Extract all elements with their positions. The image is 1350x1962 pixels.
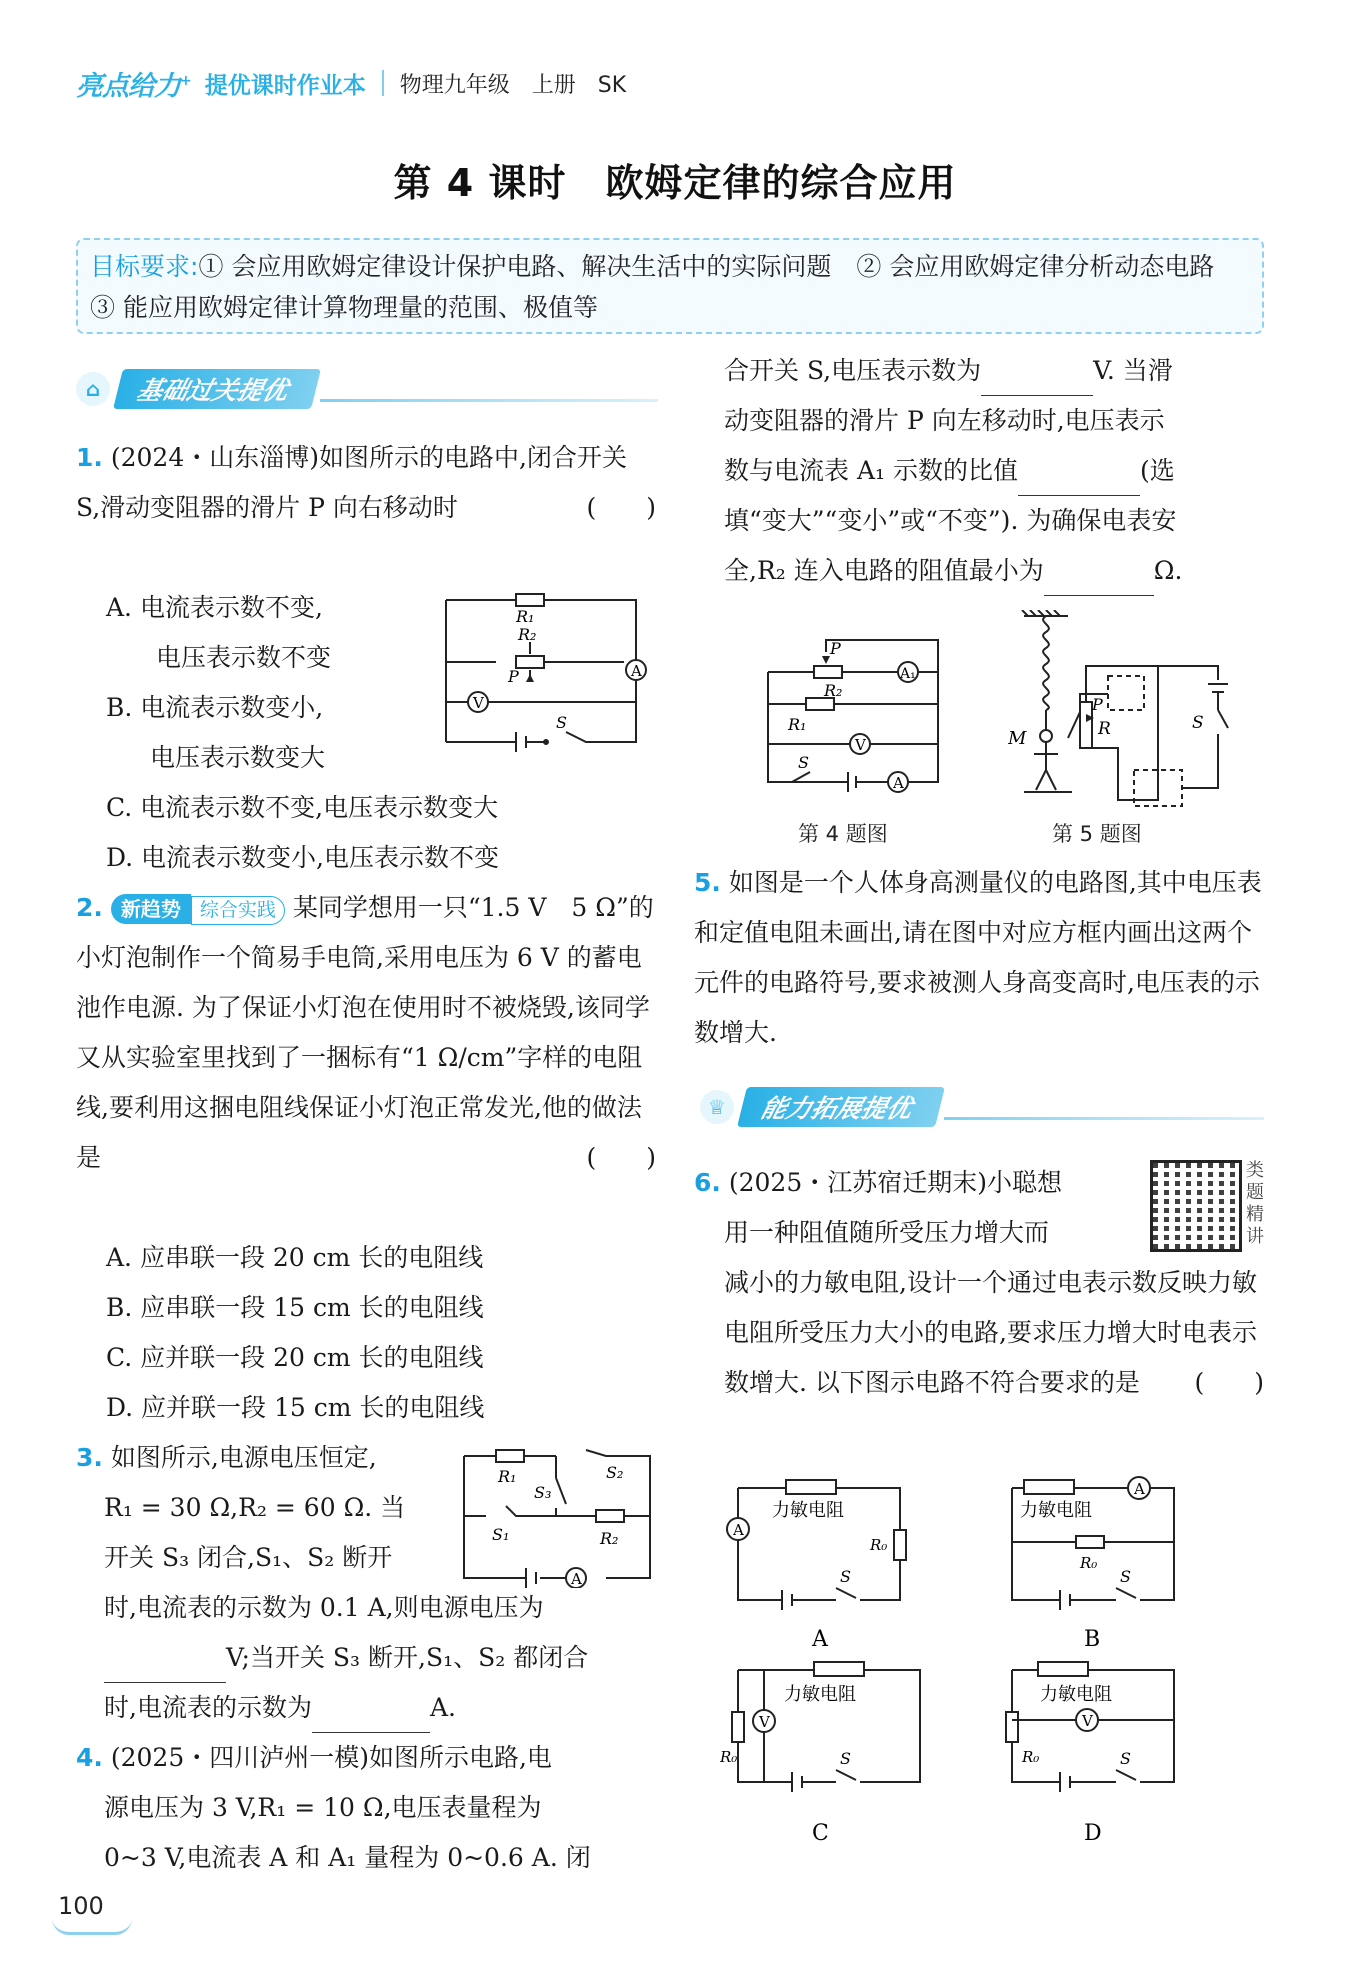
q2-tag-trend: 新趋势: [111, 894, 191, 924]
switch-label: S: [840, 1749, 851, 1768]
q4-stem: 4. (2025・四川泸州一模)如图所示电路,电 源电压为 3 V,R₁ = 10 Ω,电压表量程为 0~3 V,电流表 A 和 A₁ 量程为 0~0.6 A. 闭: [76, 1743, 591, 1872]
s2-label: S₂: [606, 1463, 624, 1482]
brand-logo: 亮点给力+: [76, 70, 191, 102]
q4-blank-2[interactable]: [1018, 463, 1140, 496]
header-divider: [382, 70, 384, 96]
voltmeter-symbol: V: [759, 1713, 770, 1731]
page-number: 100: [58, 1892, 104, 1920]
q5-number: 5.: [694, 868, 721, 897]
page-swoosh: [52, 1918, 132, 1935]
q6-stem-rest: 减小的力敏电阻,设计一个通过电表示数反映力敏电阻所受压力大小的电路,要求压力增大时电表示数增大. 以下图示电路不符合要求的是 ( ): [724, 1258, 1264, 1408]
r2-label: R₂: [824, 681, 843, 700]
section-advanced-band: [700, 1086, 1264, 1128]
answer-paren: ( ): [586, 493, 656, 522]
q3-circuit-figure: [456, 1448, 656, 1588]
option-c-label[interactable]: C: [812, 1821, 829, 1846]
answer-paren: ( ): [586, 1143, 656, 1172]
subject-label: 物理九年级 上册 SK: [399, 72, 627, 98]
q2-option-a: A. 应串联一段 20 cm 长的电阻线: [106, 1243, 484, 1272]
section-advanced-title: 能力拓展提优: [737, 1087, 945, 1127]
q2-text: 某同学想用一只“1.5 V 5 Ω”的小灯泡制作一个简易手电筒,采用电压为 6 V 的蓄电池作电源. 为了保证小灯泡在使用时不被烧毁,该同学又从实验室里找到了一捆标有“1 Ω/cm”字样的电阻线,要利用这捆电阻线保证小灯泡正常发光,他的做法是: [76, 893, 654, 1172]
p-label: P: [1092, 695, 1103, 714]
q4-blank-1[interactable]: [981, 363, 1093, 396]
q2-option-c: C. 应并联一段 20 cm 长的电阻线: [106, 1343, 484, 1372]
section-basic-title: 基础过关提优: [113, 369, 321, 409]
r0-label: R₀: [1022, 1748, 1040, 1766]
q6-stem-top: 6. (2025・江苏宿迁期末)小聪想 用一种阻值随所受压力增大而: [694, 1168, 1062, 1247]
q1-option-a: A. 电流表示数不变, 电压表示数不变: [106, 593, 332, 672]
section-basic-band: [76, 368, 658, 410]
q5-figure-caption: 第 5 题图: [1052, 822, 1142, 846]
q1-number: 1.: [76, 443, 103, 472]
voltmeter-symbol: V: [855, 736, 866, 754]
voltmeter-symbol: V: [473, 694, 484, 712]
option-a-label[interactable]: A: [812, 1627, 828, 1652]
q1-option-c: C. 电流表示数不变,电压表示数变大: [106, 793, 499, 822]
q2-number: 2.: [76, 893, 103, 922]
q5-circuit-figure: [1008, 610, 1248, 810]
q2-option-b: B. 应串联一段 15 cm 长的电阻线: [106, 1293, 484, 1322]
answer-paren: ( ): [1194, 1368, 1264, 1397]
q4-circuit-figure: [758, 632, 958, 810]
switch-label: S: [1120, 1567, 1131, 1586]
r0-label: R₀: [870, 1536, 888, 1554]
sensor-label: 力敏电阻: [1040, 1684, 1112, 1705]
q1-option-b: B. 电流表示数变小, 电压表示数变大: [106, 693, 326, 772]
qr-label: 类题精讲: [1246, 1160, 1264, 1247]
band-line: [320, 399, 658, 402]
q4-continued: 合开关 S,电压表示数为 V. 当滑 动变阻器的滑片 P 向左移动时,电压表示 数与电流表 A₁ 示数的比值 (选 填“变大”“变小”或“不变”). 为确保电表安 全,R₂ 连入电路的阻值最小为 Ω.: [724, 346, 1264, 596]
q6-circuits: [720, 1470, 1260, 1850]
ammeter-symbol: A: [1134, 1480, 1145, 1498]
option-d-label[interactable]: D: [1084, 1821, 1102, 1846]
ammeter-symbol: A: [631, 662, 642, 680]
ammeter-a1-symbol: A₁: [900, 666, 916, 682]
q2-option-d: D. 应并联一段 15 cm 长的电阻线: [106, 1393, 485, 1422]
q1-stem: [76, 433, 656, 533]
ammeter-symbol: A: [733, 1521, 744, 1539]
q5-text: 如图是一个人体身高测量仪的电路图,其中电压表和定值电阻未画出,请在图中对应方框内画出这两个元件的电路符号,要求被测人身高变高时,电压表的示数增大.: [694, 868, 1262, 1047]
ammeter-symbol: A: [571, 1570, 582, 1588]
p-label: P: [830, 639, 841, 658]
page-header: [76, 62, 626, 104]
sensor-label: 力敏电阻: [1020, 1500, 1092, 1521]
house-icon: ⌂: [76, 372, 110, 406]
r-label: R: [1098, 719, 1111, 739]
q4-figure-caption: 第 4 题图: [798, 822, 888, 846]
m-label: M: [1008, 728, 1027, 749]
qr-code[interactable]: [1150, 1160, 1242, 1252]
switch-label: S: [556, 713, 567, 732]
option-b-label[interactable]: B: [1084, 1627, 1101, 1652]
q1-text: (2024・山东淄博)如图所示的电路中,闭合开关 S,滑动变阻器的滑片 P 向右移动时: [76, 443, 627, 522]
goals-text: ① 会应用欧姆定律设计保护电路、解决生活中的实际问题 ② 会应用欧姆定律分析动态电路 ③ 能应用欧姆定律计算物理量的范围、极值等: [90, 252, 1240, 322]
band-line: [944, 1117, 1264, 1120]
switch-label: S: [840, 1567, 851, 1586]
voltmeter-symbol: V: [1082, 1712, 1093, 1730]
r0-label: R₀: [720, 1748, 738, 1766]
q2-stem: [76, 883, 656, 1183]
switch-label: S: [1120, 1749, 1131, 1768]
q2-tag-practice: 综合实践: [191, 896, 285, 925]
r2-label: R₂: [518, 625, 537, 644]
q3-blank-2[interactable]: [312, 1700, 430, 1733]
sensor-label: 力敏电阻: [772, 1500, 844, 1521]
q3-stem: 3. 如图所示,电源电压恒定, R₁ = 30 Ω,R₂ = 60 Ω. 当 开关 S₃ 闭合,S₁、S₂ 断开 时,电流表的示数为 0.1 A,则电源电压为 V;当开关 S₃ 断开,S₁、S₂ 都闭合 时,电流表的示数为 A.: [76, 1433, 656, 1733]
switch-label: S: [1192, 713, 1204, 733]
q3-number: 3.: [76, 1443, 103, 1472]
q1-circuit-figure: [436, 592, 658, 762]
s1-label: S₁: [492, 1525, 510, 1544]
ammeter-symbol: A: [893, 774, 904, 792]
r2-label: R₂: [600, 1529, 619, 1548]
sensor-label: 力敏电阻: [784, 1684, 856, 1705]
s3-label: S₃: [534, 1483, 552, 1502]
r1-label: R₁: [516, 607, 535, 626]
switch-label: S: [798, 753, 809, 772]
goals-label: 目标要求:: [90, 252, 199, 281]
r1-label: R₁: [788, 715, 807, 734]
goals-box: [76, 238, 1264, 334]
series-name: 提优课时作业本: [204, 72, 366, 99]
q6-number: 6.: [694, 1168, 721, 1197]
r1-label: R₁: [498, 1467, 517, 1486]
r0-label: R₀: [1080, 1554, 1098, 1572]
q1-option-d: D. 电流表示数变小,电压表示数不变: [106, 843, 499, 872]
q4-blank-3[interactable]: [1044, 563, 1154, 596]
q4-number: 4.: [76, 1743, 103, 1772]
q5-stem: [694, 858, 1264, 1058]
trophy-icon: ♕: [700, 1090, 734, 1124]
p-label: P: [508, 667, 519, 686]
q3-blank-1[interactable]: [104, 1650, 226, 1683]
lesson-title: 第 4 课时 欧姆定律的综合应用: [393, 161, 957, 205]
